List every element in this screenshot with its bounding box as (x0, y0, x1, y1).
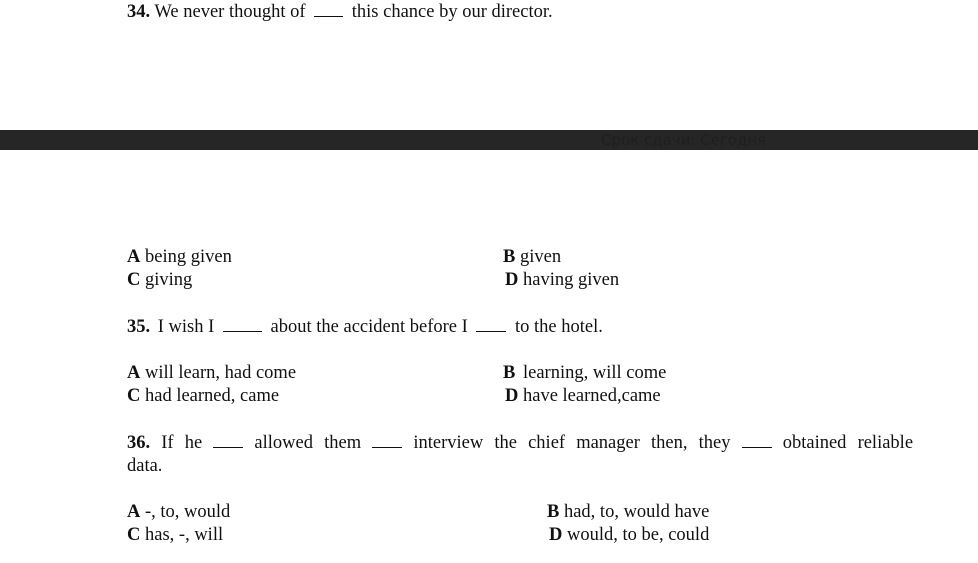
question-word: then, (651, 433, 688, 453)
question-text: data. (127, 456, 163, 476)
option-d (505, 269, 619, 292)
option-text: given (519, 247, 562, 267)
question-number: 35. (127, 317, 151, 337)
option-text: had learned, came (145, 386, 280, 406)
question-number: 34. (127, 2, 151, 22)
option-letter: D (505, 386, 519, 406)
question-text: I wish I (157, 317, 215, 337)
option-c (127, 269, 192, 292)
question-word: them (324, 433, 362, 453)
option-text: have learned,came (523, 386, 661, 406)
answer-blank (213, 432, 243, 448)
option-b (503, 246, 561, 269)
option-text: would, to be, could (567, 525, 710, 545)
answer-blank (314, 1, 343, 17)
answer-blank (742, 432, 772, 448)
answer-blank (372, 432, 402, 448)
question-text: this chance by our director. (351, 2, 553, 22)
deadline-banner (0, 130, 978, 150)
option-letter: D (505, 270, 519, 290)
question-text: about the accident before I (270, 317, 468, 337)
option-text: having given (523, 270, 620, 290)
option-text: has, -, will (145, 525, 224, 545)
option-c (127, 524, 223, 547)
option-text: will learn, had come (145, 363, 297, 383)
option-letter: A (127, 502, 141, 522)
question-text: We never thought of (154, 2, 306, 22)
question-36-stem (127, 432, 913, 455)
option-a (127, 501, 230, 524)
option-letter: C (127, 386, 141, 406)
option-letter: A (127, 247, 141, 267)
question-35-stem (127, 316, 603, 339)
question-36-continuation (127, 455, 162, 478)
option-text: giving (145, 270, 193, 290)
question-word: obtained (782, 433, 847, 453)
question-word: manager (576, 433, 640, 453)
option-text: being given (145, 247, 232, 267)
question-word: chief (528, 433, 566, 453)
question-34-stem (127, 1, 553, 24)
option-letter: C (127, 525, 141, 545)
question-word: allowed (254, 433, 313, 453)
option-text: -, to, would (145, 502, 231, 522)
option-letter: C (127, 270, 141, 290)
question-word: If (161, 433, 174, 453)
option-letter: B (503, 247, 516, 267)
option-a (127, 246, 232, 269)
answer-blank (476, 316, 506, 332)
question-number: 36. (127, 433, 151, 453)
option-c (127, 385, 279, 408)
deadline-text: Срок сдачи: Сегодня (601, 131, 767, 149)
option-a (127, 362, 296, 385)
option-letter: D (549, 525, 563, 545)
option-letter: B (503, 363, 516, 383)
option-b (503, 362, 666, 385)
question-word: the (494, 433, 517, 453)
question-word: they (698, 433, 731, 453)
question-text: to the hotel. (515, 317, 603, 337)
option-text: learning, will come (522, 363, 667, 383)
option-letter: A (127, 363, 141, 383)
question-word: interview (413, 433, 484, 453)
option-d (505, 385, 661, 408)
option-d (549, 524, 709, 547)
question-word: reliable (857, 433, 914, 453)
option-text: had, to, would have (563, 502, 710, 522)
answer-blank (223, 316, 262, 332)
question-word: he (184, 433, 203, 453)
option-b (547, 501, 709, 524)
option-letter: B (547, 502, 560, 522)
